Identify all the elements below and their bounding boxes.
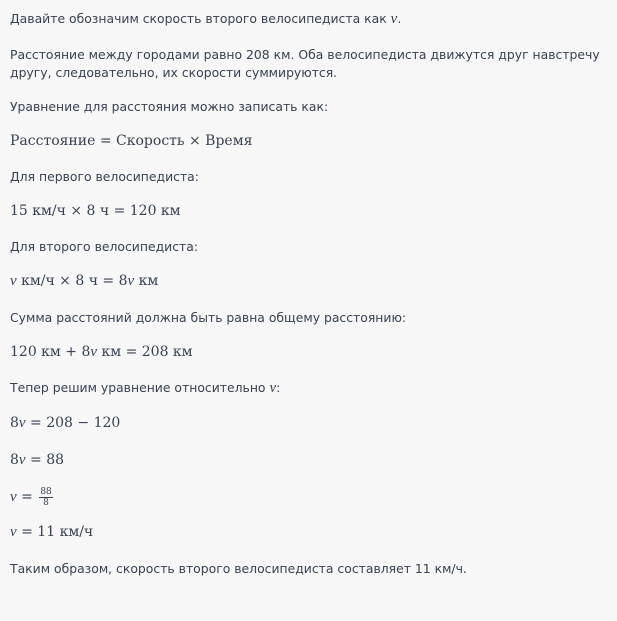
variable-v: v <box>10 524 17 540</box>
solve-step-2 <box>10 450 64 470</box>
equation-part: = 208 − 120 <box>25 415 121 431</box>
second-cyclist-equation <box>10 271 158 291</box>
equation-part: км <box>134 273 159 289</box>
colon: : <box>276 380 281 395</box>
variable-v: v <box>18 415 26 431</box>
second-cyclist-label: Для второго велосипедиста: <box>10 239 199 254</box>
fraction <box>39 487 52 508</box>
equation-part: км/ч × 8 ч = 8 <box>16 273 128 289</box>
solve-step-1 <box>10 413 120 433</box>
first-cyclist-equation: 15 км/ч × 8 ч = 120 км <box>10 203 181 219</box>
variable-v: v <box>18 452 26 468</box>
variable-v: v <box>10 273 17 289</box>
equation-part: 120 км + 8 <box>10 344 91 360</box>
variable-v: v <box>269 380 277 396</box>
variable-v: v <box>10 489 17 505</box>
fraction-denominator: 8 <box>43 497 49 508</box>
solve-text: Тепер решим уравнение относительно <box>10 380 266 395</box>
formula: Расстояние = Скорость × Время <box>10 133 253 149</box>
solve-label <box>10 379 608 397</box>
equation-part: 8 <box>10 452 19 468</box>
variable-v: v <box>390 11 398 27</box>
equation-part: 8 <box>10 415 19 431</box>
intro-text: Давайте обозначим скорость второго велосипедиста как <box>10 11 387 26</box>
first-cyclist-label: Для первого велосипедиста: <box>10 169 199 184</box>
intro-paragraph <box>10 10 608 28</box>
conclusion: Таким образом, скорость второго велосипедиста составляет 11 км/ч. <box>10 561 467 576</box>
equation-part: = <box>16 489 38 505</box>
variable-v: v <box>90 344 98 360</box>
distance-paragraph: Расстояние между городами равно 208 км. Оба велосипедиста движутся друг навстречу другу, следовательно, их скорости суммируются. <box>10 47 600 80</box>
equation-part: = 11 км/ч <box>16 524 94 540</box>
sum-label: Сумма расстояний должна быть равна общему расстоянию: <box>10 310 407 325</box>
result-equation <box>10 522 93 542</box>
equation-intro: Уравнение для расстояния можно записать как: <box>10 99 329 114</box>
solve-step-3 <box>10 484 53 510</box>
equation-part: = 88 <box>25 452 65 468</box>
variable-v: v <box>127 273 135 289</box>
sum-equation <box>10 342 193 362</box>
period: . <box>397 11 402 26</box>
equation-part: км = 208 км <box>97 344 193 360</box>
fraction-numerator: 88 <box>40 486 52 497</box>
